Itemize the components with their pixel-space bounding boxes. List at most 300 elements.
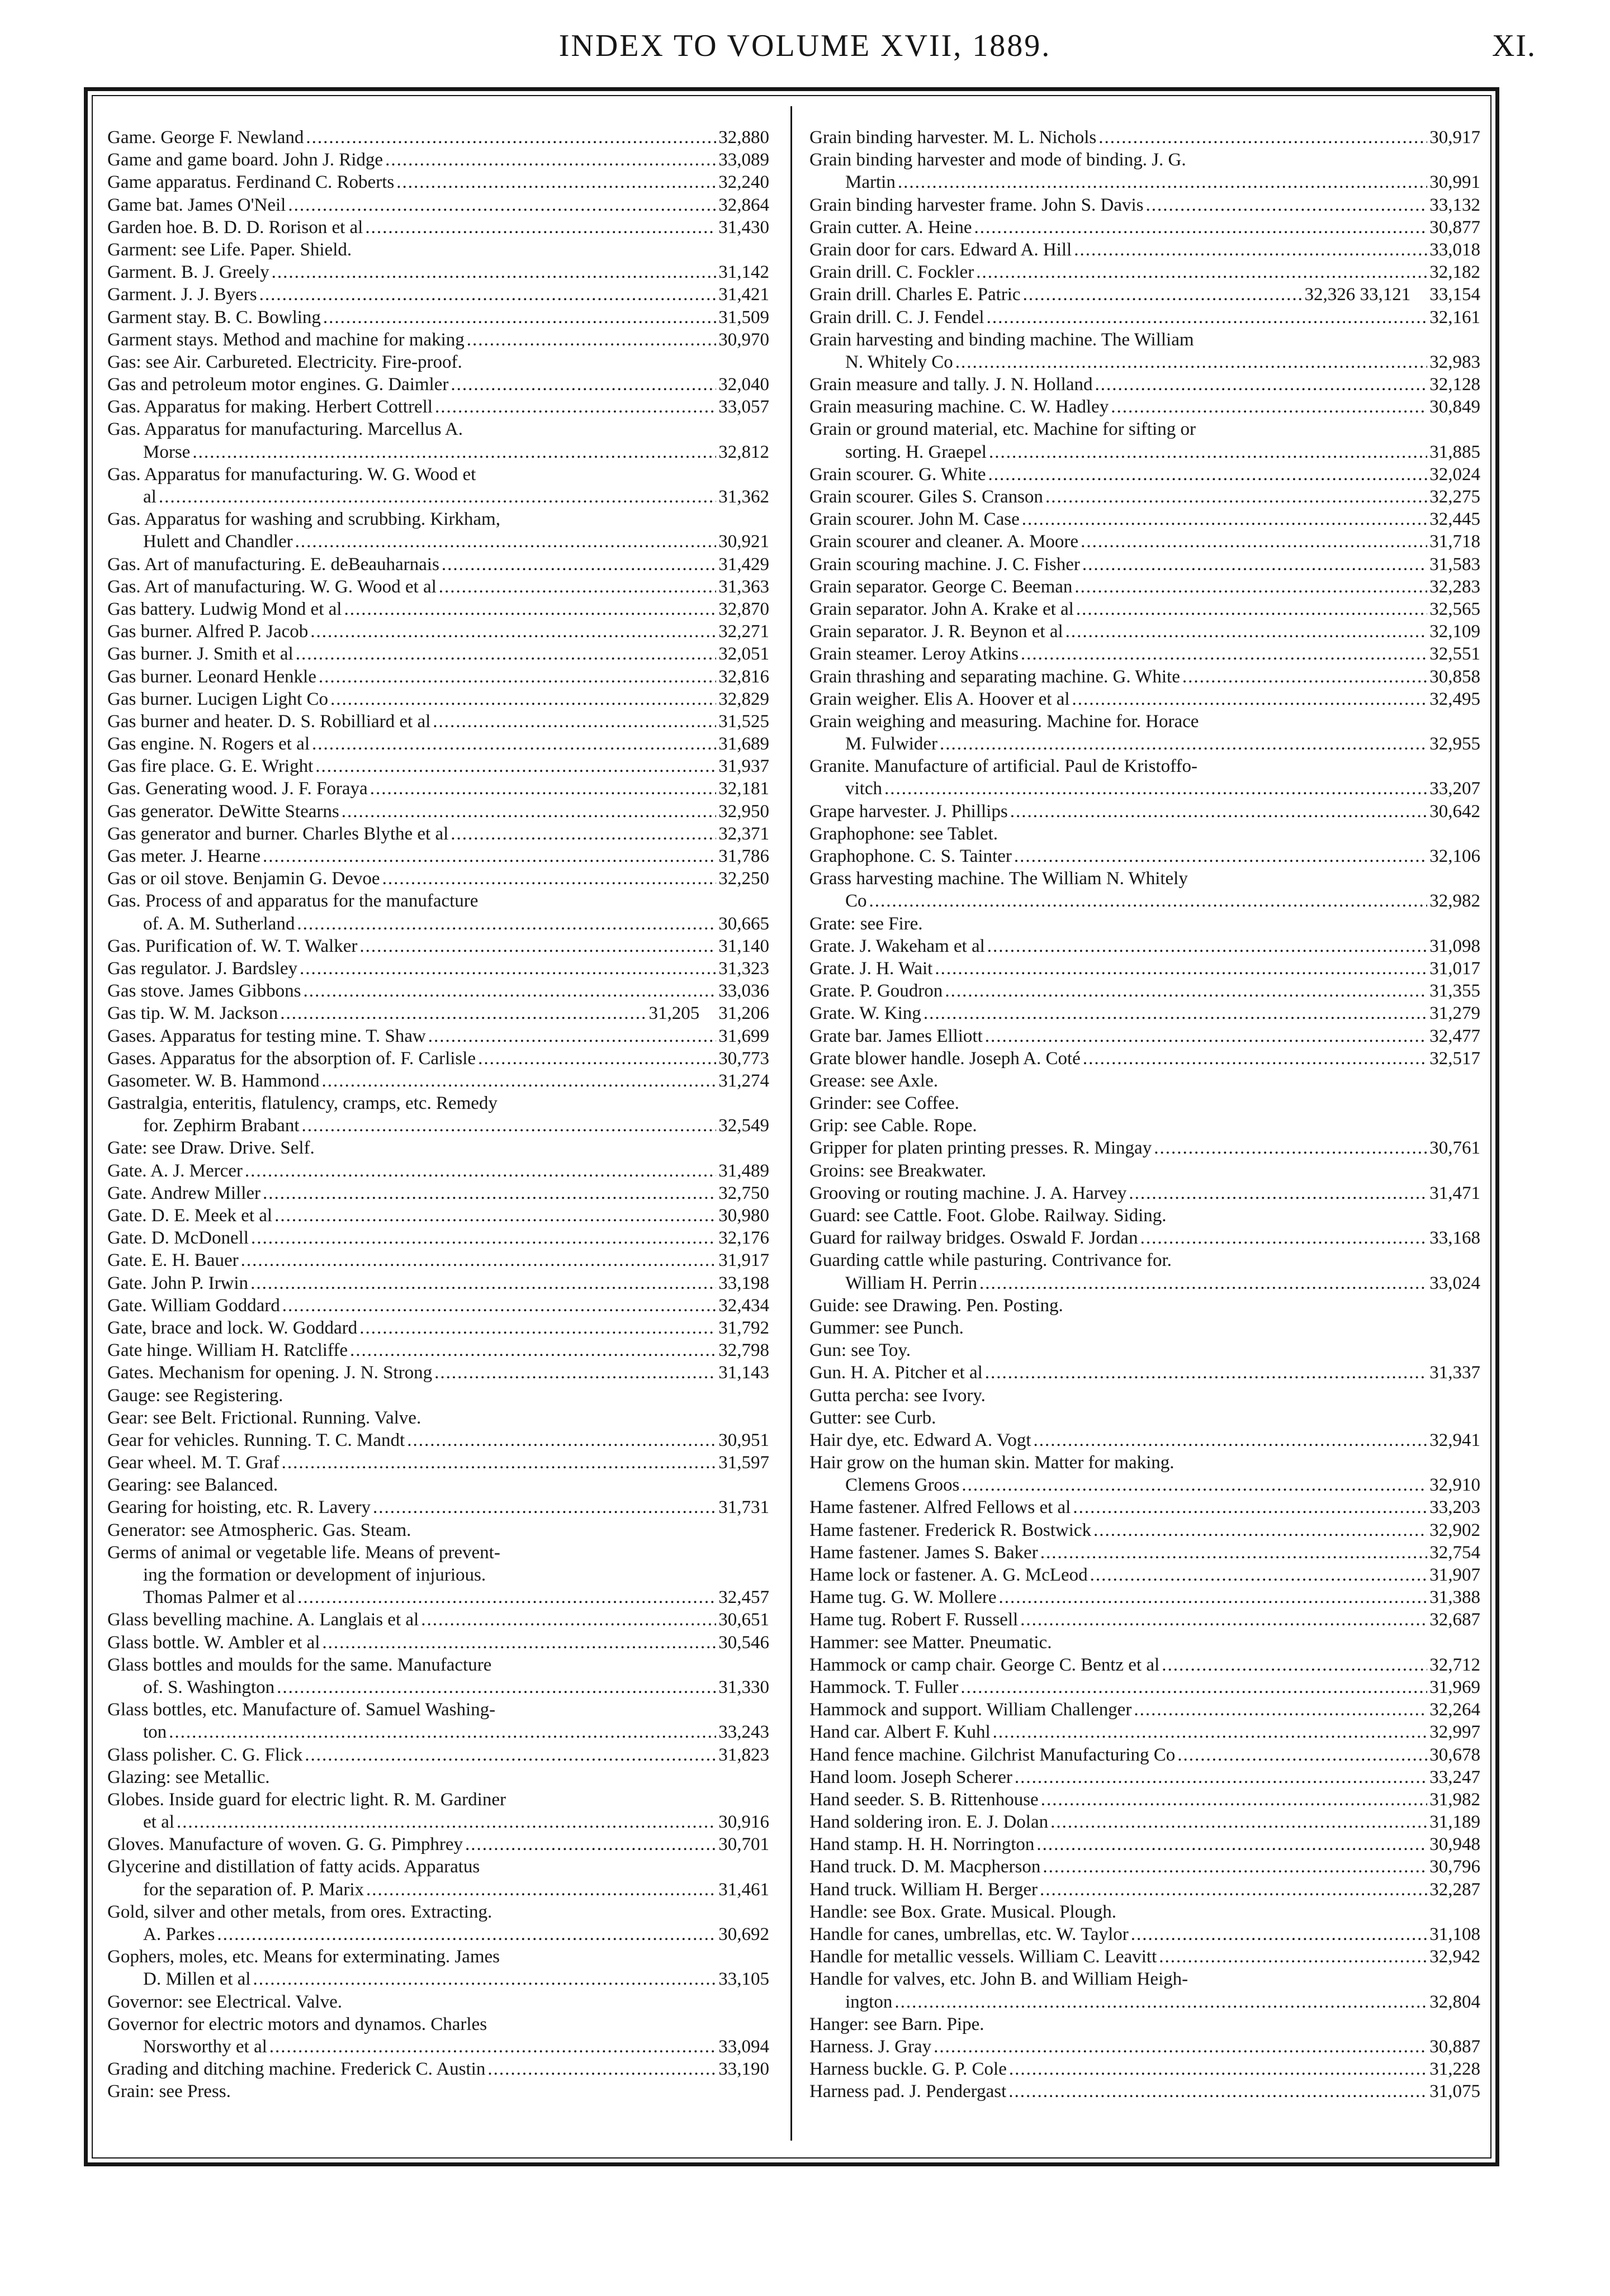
index-entry [809,1047,1480,1070]
leader-dots [306,126,716,149]
index-entry [809,1227,1480,1249]
entry-text: Gas. Art of manufacturing. E. deBeauharnais [107,554,439,575]
index-entry [809,935,1480,957]
index-entry [107,1025,769,1047]
leader-dots [1090,1564,1428,1586]
patent-number: 31,731 [718,1497,769,1518]
index-entry [107,418,769,440]
entry-text: Garment. J. J. Byers [107,284,257,305]
leader-dots [288,194,716,216]
entry-text: Harness pad. J. Pendergast [809,2081,1007,2102]
index-entry [107,1676,769,1699]
patent-number: 32,477 [1429,1026,1480,1046]
leader-dots [934,2036,1427,2058]
entry-text: Hame tug. G. W. Mollere [809,1587,997,1608]
index-entry [107,1317,769,1339]
index-entry [809,845,1480,867]
patent-number: 33,198 [718,1273,769,1293]
index-entry [809,1249,1480,1272]
index-entry [809,1114,1480,1137]
patent-number: 32,287 [1429,1879,1480,1900]
entry-text: Handle: see Box. Grate. Musical. Plough. [809,1901,1116,1922]
leader-dots [465,1833,716,1856]
index-entry [107,643,769,665]
patent-number: 31,108 [1429,1924,1480,1944]
index-entry [107,1294,769,1317]
entry-text: Gear for vehicles. Running. T. C. Mandt [107,1430,405,1450]
index-entry [107,800,769,823]
entry-text: Gas fire place. G. E. Wright [107,756,314,777]
entry-text: Grain: see Press. [107,2081,231,2102]
entry-text: Generator: see Atmospheric. Gas. Steam. [107,1520,411,1540]
patent-number: 31,017 [1429,958,1480,979]
entry-text: Garment stay. B. C. Bowling [107,307,321,328]
patent-number: 30,678 [1429,1744,1480,1765]
patent-number: 32,812 [718,442,769,462]
leader-dots [1111,396,1427,418]
leader-dots [993,1721,1428,1743]
patent-number: 33,154 [1429,284,1480,305]
patent-number: 31,509 [718,307,769,328]
index-entry [107,1047,769,1070]
leader-dots [439,576,716,598]
leader-dots [253,1968,716,1990]
patent-number: 32,517 [1429,1048,1480,1069]
patent-number: 32,950 [718,801,769,822]
patent-number: 31,140 [718,936,769,956]
patent-number: 30,921 [718,532,769,552]
entry-text: Grate. J. Wakeham et al [809,936,985,956]
patent-number: 33,024 [1429,1273,1480,1293]
entry-text: for the separation of. P. Marix [143,1879,364,1900]
index-entry [107,1182,769,1204]
leader-dots [1154,1137,1427,1159]
patent-number: 32,816 [718,666,769,687]
patent-number: 31,699 [718,1026,769,1046]
patent-number: 30,917 [1429,127,1480,148]
entry-text: Hanger: see Barn. Pipe. [809,2014,984,2034]
patent-number: 33,190 [718,2059,769,2080]
index-entry [809,2058,1480,2080]
entry-text: Garden hoe. B. D. D. Rorison et al [107,217,363,238]
entry-text: Grate blower handle. Joseph A. Coté [809,1048,1081,1069]
entry-text: Grain binding harvester frame. John S. Davis [809,195,1144,215]
patent-number: 31,279 [1429,1003,1480,1024]
patent-number: 32,371 [718,823,769,844]
index-entry [107,1833,769,1856]
leader-dots [277,1676,716,1699]
entry-text: Grain weighing and measuring. Machine for. Horace [809,711,1199,732]
entry-text: D. Millen et al [143,1969,251,1990]
leader-dots [935,957,1427,980]
entry-text: ington [845,1991,893,2012]
index-entry [809,1564,1480,1586]
patent-number: 33,247 [1429,1767,1480,1787]
index-entry [107,1654,769,1676]
index-entry [107,1227,769,1249]
entry-text: Glazing: see Metallic. [107,1767,270,1787]
leader-dots [1008,2080,1427,2103]
entry-text: Hand seeder. S. B. Rittenhouse [809,1789,1039,1810]
entry-text: Handle for metallic vessels. William C. Leavitt [809,1947,1157,1967]
index-entry [107,2080,769,2103]
patent-number: 31,982 [1429,1789,1480,1810]
entry-text: Game and game board. John J. Ridge [107,150,383,170]
index-entry [107,463,769,486]
patent-number: 32,176 [718,1228,769,1249]
patent-number: 33,132 [1429,195,1480,215]
entry-text: Hame fastener. Frederick R. Bostwick [809,1520,1092,1540]
patent-number: 30,546 [718,1632,769,1653]
entry-text: Hair grow on the human skin. Matter for making. [809,1453,1175,1473]
leader-dots [1015,1766,1427,1789]
leader-dots [988,463,1428,486]
index-entry [107,239,769,261]
index-entry [107,1249,769,1272]
index-entry [107,530,769,553]
index-entry [809,194,1480,216]
patent-number: 31,142 [718,262,769,283]
patent-number: 33,168 [1429,1228,1480,1249]
entry-text: Norsworthy et al [143,2036,267,2057]
index-entry [809,1317,1480,1339]
index-entry [809,373,1480,396]
entry-text: Co [845,891,867,912]
leader-dots [1095,373,1427,396]
patent-number: 32,549 [718,1116,769,1136]
entry-text: Garment: see Life. Paper. Shield. [107,239,352,260]
index-entry [107,1474,769,1496]
patent-number: 31,323 [718,958,769,979]
leader-dots [359,1317,716,1339]
index-entry [809,1025,1480,1047]
entry-text: Gripper for platen printing presses. R. Mingay [809,1138,1152,1159]
entry-text: Gas. Apparatus for making. Herbert Cottrell [107,397,433,418]
index-entry [107,171,769,193]
entry-text: Gas or oil stove. Benjamin G. Devoe [107,869,380,889]
index-entry [809,1204,1480,1227]
index-entry [809,171,1480,193]
entry-text: Globes. Inside guard for electric light. R. M. Gardiner [107,1789,506,1810]
entry-text: al [143,487,157,507]
patent-number: 30,761 [1429,1138,1480,1159]
patent-number: 33,036 [718,981,769,1002]
leader-dots [250,1272,716,1294]
leader-dots [974,216,1428,239]
entry-text: Gear: see Belt. Frictional. Running. Valve. [107,1407,422,1428]
patent-number: 32,040 [718,374,769,395]
index-entry [809,306,1480,329]
leader-dots [1140,1227,1428,1249]
entry-text: Grain weigher. Elis A. Hoover et al [809,689,1070,709]
index-entry [809,1833,1480,1856]
index-entry [809,710,1480,733]
index-entry [809,643,1480,665]
index-entry [107,620,769,643]
patent-number: 32,997 [1429,1722,1480,1743]
patent-number: 32,712 [1429,1654,1480,1675]
leader-dots [1182,666,1427,688]
entry-text: Grain separator. J. R. Beynon et al [809,622,1063,642]
entry-text: Hand soldering iron. E. J. Dolan [809,1812,1049,1833]
index-entry [809,1766,1480,1789]
index-entry [809,890,1480,912]
patent-number: 30,877 [1429,217,1480,238]
index-entry [809,1429,1480,1451]
leader-dots [467,329,717,351]
leader-dots [315,755,716,777]
entry-text: William H. Perrin [845,1273,978,1293]
patent-number: 32,804 [1429,1991,1480,2012]
index-entry [107,1339,769,1362]
patent-number: 32,551 [1429,644,1480,665]
index-entry [107,126,769,149]
entry-text: Gas regulator. J. Bardsley [107,958,298,979]
entry-text: for. Zephirm Brabant [143,1116,300,1136]
patent-number: 33,057 [718,397,769,418]
patent-number: 32,902 [1429,1520,1480,1540]
entry-text: Gas burner. Leonard Henkle [107,666,316,687]
leader-dots [245,1160,716,1182]
entry-text: Grate: see Fire. [809,913,923,934]
index-entry [809,508,1480,530]
leader-dots [433,710,716,733]
patent-number: 31,969 [1429,1677,1480,1697]
leader-dots [192,441,716,463]
patent-number: 31,823 [718,1744,769,1765]
entry-text: of. S. Washington [143,1677,275,1697]
entry-text: Grass harvesting machine. The William N. Whitely [809,869,1188,889]
entry-text: Hame fastener. James S. Baker [809,1542,1038,1563]
leader-dots [269,2036,716,2058]
index-entry [809,1789,1480,1811]
entry-text: Hand car. Albert F. Kuhl [809,1722,991,1743]
leader-dots [1081,530,1427,553]
index-entry [107,1407,769,1429]
index-entry [809,1160,1480,1182]
index-entry [809,755,1480,777]
index-entry [107,688,769,710]
index-entry [809,486,1480,508]
entry-text: Guard for railway bridges. Oswald F. Jordan [809,1228,1138,1249]
entry-text: Grain harvesting and binding machine. The William [809,329,1194,350]
right-column [809,126,1480,2103]
patent-number: 31,907 [1429,1565,1480,1585]
leader-dots [1014,845,1427,867]
index-entry [809,1272,1480,1294]
patent-number: 32,283 [1429,576,1480,597]
patent-number: 31,362 [718,487,769,507]
index-entry [809,800,1480,823]
index-entry [809,126,1480,149]
entry-text: Gold, silver and other metals, from ores. Extracting. [107,1901,493,1922]
entry-text: Grain binding harvester. M. L. Nichols [809,127,1097,148]
entry-text: Gas: see Air. Carbureted. Electricity. Fire-proof. [107,352,462,372]
leader-dots [955,351,1427,373]
index-entry [107,508,769,530]
patent-number: 31,429 [718,554,769,575]
index-entry [809,1654,1480,1676]
entry-text: vitch [845,779,882,799]
patent-number: 31,471 [1429,1183,1480,1203]
leader-dots [999,1586,1428,1609]
entry-text: Grain measure and tally. J. N. Holland [809,374,1093,395]
index-entry [107,1856,769,1878]
left-column [107,126,769,2103]
entry-text: Glass bevelling machine. A. Langlais et al [107,1610,419,1630]
index-entry [809,1586,1480,1609]
patent-number: 33,089 [718,150,769,170]
index-entry [107,283,769,306]
index-entry [107,710,769,733]
page-header [0,25,1610,75]
index-entry [809,1070,1480,1092]
leader-dots [263,845,716,867]
leader-dots [370,777,717,800]
index-entry [809,1541,1480,1564]
leader-dots [282,1294,717,1317]
patent-number: 32,565 [1429,599,1480,619]
index-entry [107,351,769,373]
patent-number-extra: 32,326 33,121 [1304,284,1411,305]
entry-text: Gophers, moles, etc. Means for exterminating. James [107,1947,500,1967]
leader-dots [297,913,716,935]
entry-text: Grain separator. John A. Krake et al [809,599,1074,619]
index-entry [107,2036,769,2058]
leader-dots [350,1339,716,1362]
patent-number: 32,275 [1429,487,1480,507]
patent-number: 33,203 [1429,1497,1480,1518]
leader-dots [1045,486,1427,508]
patent-number: 31,786 [718,846,769,866]
leader-dots [259,283,717,306]
entry-text: Germs of animal or vegetable life. Means of prevent- [107,1542,500,1563]
leader-dots [1131,1923,1428,1946]
entry-text: Clemens Groos [845,1475,960,1496]
patent-number: 30,665 [718,913,769,934]
leader-dots [303,980,716,1002]
index-entry [809,688,1480,710]
entry-text: Guide: see Drawing. Pen. Posting. [809,1295,1063,1316]
index-entry [107,1699,769,1721]
leader-dots [1036,1833,1427,1856]
leader-dots [344,598,716,620]
entry-text: Gas. Apparatus for washing and scrubbing. Kirkham, [107,509,500,530]
index-entry [107,329,769,351]
patent-number: 30,991 [1429,172,1480,193]
index-entry [809,666,1480,688]
leader-dots [373,1496,716,1519]
entry-text: Hulett and Chandler [143,532,293,552]
entry-text: ing the formation or development of injurious. [143,1565,486,1585]
index-entry [107,935,769,957]
entry-text: Gate: see Draw. Drive. Self. [107,1138,315,1159]
entry-text: Gas. Apparatus for manufacturing. W. G. Wood et [107,464,476,485]
index-entry [107,194,769,216]
patent-number: 32,051 [718,644,769,665]
leader-dots [1177,1744,1427,1766]
entry-text: Gas burner. Lucigen Light Co [107,689,329,709]
entry-text: Grain measuring machine. C. W. Hadley [809,397,1109,418]
leader-dots [385,149,716,171]
patent-number-extra: 31,205 [648,1003,700,1024]
leader-dots [478,1047,716,1070]
index-entry [107,306,769,329]
entry-text: of. A. M. Sutherland [143,913,295,934]
index-entry [107,845,769,867]
patent-number: 32,982 [1429,891,1480,912]
index-entry [809,1609,1480,1631]
leader-dots [1082,553,1427,576]
index-entry [107,957,769,980]
index-entry [107,1496,769,1519]
leader-dots [217,1923,716,1946]
index-entry [107,733,769,755]
patent-number: 31,337 [1429,1363,1480,1383]
index-entry [809,1496,1480,1519]
patent-number: 32,271 [718,622,769,642]
index-entry [809,1901,1480,1923]
patent-number: 30,796 [1429,1857,1480,1877]
entry-text: Grain scourer. G. White [809,464,986,485]
leader-dots [323,306,716,329]
index-entry [107,1070,769,1092]
entry-text: Governor: see Electrical. Valve. [107,1991,342,2012]
patent-number: 31,525 [718,711,769,732]
patent-number: 31,583 [1429,554,1480,575]
patent-number: 31,718 [1429,532,1480,552]
entry-text: Granite. Manufacture of artificial. Paul de Kristoffo- [809,756,1197,777]
entry-text: Gate. D. McDonell [107,1228,249,1249]
entry-text: Governor for electric motors and dynamos. Charles [107,2014,487,2034]
index-entry [107,486,769,508]
leader-dots [435,396,716,418]
patent-number: 30,951 [718,1430,769,1450]
index-entry [809,823,1480,845]
leader-dots [1023,283,1303,306]
leader-dots [272,261,717,283]
leader-dots [898,171,1427,193]
entry-text: Guard: see Cattle. Foot. Globe. Railway. Siding. [809,1206,1167,1226]
leader-dots [330,688,716,710]
entry-text: Grain steamer. Leroy Atkins [809,644,1019,665]
entry-text: ton [143,1722,167,1743]
index-entry [809,261,1480,283]
leader-dots [359,935,716,957]
leader-dots [305,1744,716,1766]
index-entry [809,1968,1480,1990]
entry-text: Glass bottles, etc. Manufacture of. Samuel Washing- [107,1700,496,1720]
patent-number: 30,980 [718,1206,769,1226]
patent-number: 32,754 [1429,1542,1480,1563]
index-entry [809,777,1480,800]
entry-text: Gas burner. J. Smith et al [107,644,293,665]
entry-text: Grate. J. H. Wait [809,958,933,979]
entry-text: Graphophone. C. S. Tainter [809,846,1012,866]
entry-text: Glass bottle. W. Ambler et al [107,1632,320,1653]
entry-text: Grape harvester. J. Phillips [809,801,1008,822]
index-entry [107,913,769,935]
entry-text: Gases. Apparatus for the absorption of. F. Carlisle [107,1048,476,1069]
index-entry [107,598,769,620]
entry-text: Grate. P. Goudron [809,981,943,1002]
column-divider [790,106,792,2141]
leader-dots [1083,1047,1427,1070]
entry-text: Gate. D. E. Meek et al [107,1206,273,1226]
leader-dots [1134,1699,1427,1721]
patent-number: 32,864 [718,195,769,215]
leader-dots [987,306,1428,329]
